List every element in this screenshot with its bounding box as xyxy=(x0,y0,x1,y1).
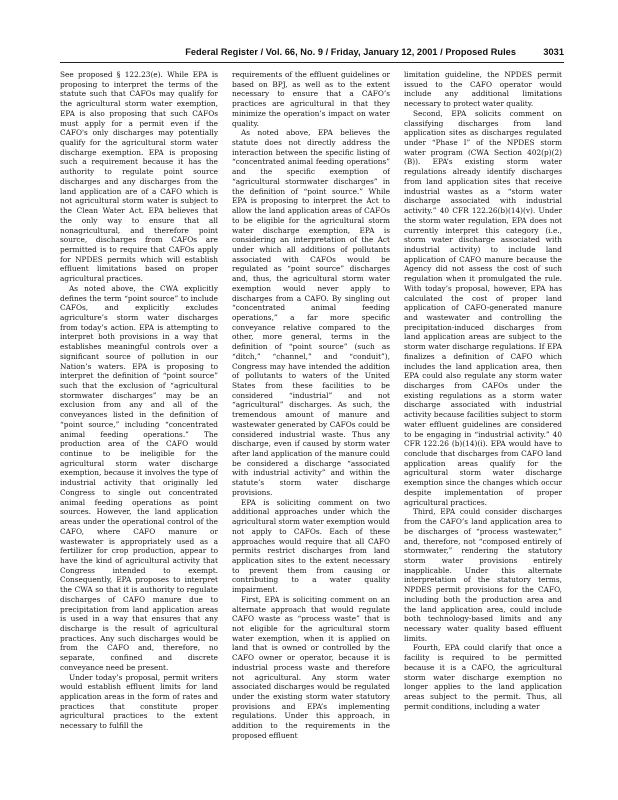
paragraph: requirements of the effluent guidelines or based on BPJ, as well as to the extent necessary to ensure that a CAFO’s practices are agricultural in that they minimize the operation’s impact on water quality. xyxy=(232,70,390,128)
column-2 xyxy=(232,70,390,780)
body-columns xyxy=(60,70,564,780)
paragraph: Third, EPA could consider discharges from the CAFO’s land application area to be discharges of “process wastewater,” and, therefore, not “composed entirely of stormwater,” rendering the statutory storm water provisions entirely inapplicable. Under this alternate interpretation of the statutory terms, NPDES permit provisions for the CAFO, including both the production area and the land application area, could include both technology-based limits and any necessary water quality based effluent limits. xyxy=(404,507,562,643)
paragraph: See proposed § 122.23(e). While EPA is proposing to interpret the terms of the statute such that CAFOs may qualify for the agricultural storm water exemption, EPA is also proposing that such CAFOs must apply for a permit even if the CAFO's only discharges may potentially qualify for the agricultural storm water discharge exemption. EPA is proposing such a requirement because it has the authority to regulate point source discharges and any discharges from the land application are of a CAFO which is not agricultural storm water is subject to the Clean Water Act. EPA believes that the only way to ensure that all nonagricultural, and therefore point source, discharges from CAFOs are permitted is to require that CAFOs apply for NPDES permits which will establish effluent limitations based on proper agricultural practices. xyxy=(60,70,218,284)
column-1 xyxy=(60,70,218,780)
page-number: 3031 xyxy=(543,47,564,57)
paragraph: Under today’s proposal, permit writers would establish effluent limits for land application areas in the form of rates and practices that constitute proper agricultural practices to the extent necessary to fulfill the xyxy=(60,672,218,731)
paragraph: As noted above, EPA believes the statute does not directly address the interaction between the specific listing of “concentrated animal feeding operations” and the specific exemption of “agricultural stormwater discharges” in the definition of “point source.” While EPA is proposing to interpret the Act to allow the land application areas of CAFOs to be eligible for the agricultural storm water discharge exemption, EPA is considering an interpretation of the Act under which all additions of pollutants associated with CAFOs would be regulated as “point source” discharges and, thus, the agricultural storm water exemption would never apply to discharges from a CAFO. By singling out “concentrated animal feeding operations,” a far more specific conveyance relative compared to the other, more general, terms in the definition of “point source” (such as “ditch,” “channel,” and “conduit”), Congress may have intended the addition of pollutants to waters of the United States from these facilities to be considered “industrial” and not “agricultural” discharges. As such, the tremendous amount of manure and wastewater generated by CAFOs could be considered industrial waste. Thus any discharge, even if caused by storm water after land application of the manure could be considered a discharge “associated with industrial activity” and within the statute’s storm water discharge provisions. xyxy=(232,128,390,497)
paragraph: limitation guideline, the NPDES permit issued to the CAFO operator would include any additional limitations necessary to protect water quality. xyxy=(404,70,562,109)
paragraph: EPA is soliciting comment on two additional approaches under which the agricultural storm water exemption would not apply to CAFOs. Each of these approaches would require that all CAFO permits restrict discharges from land application sites to the extent necessary to prevent them from causing or contributing to a water quality impairment. xyxy=(232,497,390,595)
header-rule xyxy=(60,62,564,63)
paragraph: Fourth, EPA could clarify that once a facility is required to be permitted because it is a CAFO, the agricultural storm water discharge exemption no longer applies to the land application areas subject to the permit. Thus, all permit conditions, including a water xyxy=(404,643,562,711)
running-head: Federal Register / Vol. 66, No. 9 / Friday, January 12, 2001 / Proposed Rules xyxy=(185,47,516,57)
page-header xyxy=(60,47,564,61)
paragraph: First, EPA is soliciting comment on an alternate approach that would regulate CAFO waste as “process waste” that is not eligible for the agricultural storm water exemption, when it is applied on land that is owned or controlled by the CAFO owner or operator, because it is industrial process waste and therefore not agricultural. Any storm water associated discharges would be regulated under the existing storm water statutory provisions and EPA’s implementing regulations. Under this approach, in addition to the requirements in the proposed effluent xyxy=(232,594,390,740)
column-3 xyxy=(404,70,562,780)
paragraph: Second, EPA solicits comment on classifying discharges from land application sites as discharges regulated under “Phase I” of the NPDES storm water program (CWA Section 402(p)(2)(B)). EPA’s existing storm water regulations already identify discharges from land application sites that receive industrial wastes as a “storm water discharge associated with industrial activity.” 40 CFR 122.26(b)(14)(v). Under the storm water regulation, EPA does not currently interpret this category (i.e., storm water discharge associated with industrial activity) to include land application of CAFO manure because the Agency did not assess the cost of such regulation when it promulgated the rule. With today’s proposal, however, EPA has calculated the cost of proper land application of CAFO-generated manure and wastewater and controlling the precipitation-induced discharges from land application areas are subject to the storm water discharge regulations. If EPA finalizes a definition of CAFO which includes the land application area, then EPA could also regulate any storm water discharges from CAFOs under the existing regulations as a storm water discharge associated with industrial activity because facilities subject to storm water effluent guidelines are considered to be engaging in “industrial activity.” 40 CFR 122.26 (b)(14)(i). EPA would have to conclude that discharges from CAFO land application areas qualify for the agricultural storm water discharge exemption since the changes which occur despite implementation of proper agricultural practices. xyxy=(404,108,562,507)
paragraph: As noted above, the CWA explicitly defines the term “point source” to include CAFOs, and explicitly excludes agriculture’s storm water discharges from today’s action. EPA is attempting to interpret both provisions in a way that establishes meaningful controls over a significant source of pollution in our Nation’s waters. EPA is proposing to interpret the definition of “point source” such that the exclusion of “agricultural stormwater discharges” may be an exclusion from any and all of the conveyances listed in the definition of “point source,” including “concentrated animal feeding operations.” The production area of the CAFO would continue to be ineligible for the agricultural storm water discharge exemption, because it involves the type of industrial activity that originally led Congress to single out concentrated animal feeding operations as point sources. However, the land application areas under the operational control of the CAFO, where CAFO manure or wastewater is appropriately used as a fertilizer for crop production, appear to have the kind of agricultural activity that Congress intended to exempt. Consequently, EPA proposes to interpret the CWA so that it is authority to regulate discharges of CAFO manure due to precipitation from land application areas is used in a way that ensures that any discharge is the result of agricultural practices. Any such discharges would be from the CAFO and, therefore, no separate, confined and discrete conveyance need be present. xyxy=(60,283,218,672)
